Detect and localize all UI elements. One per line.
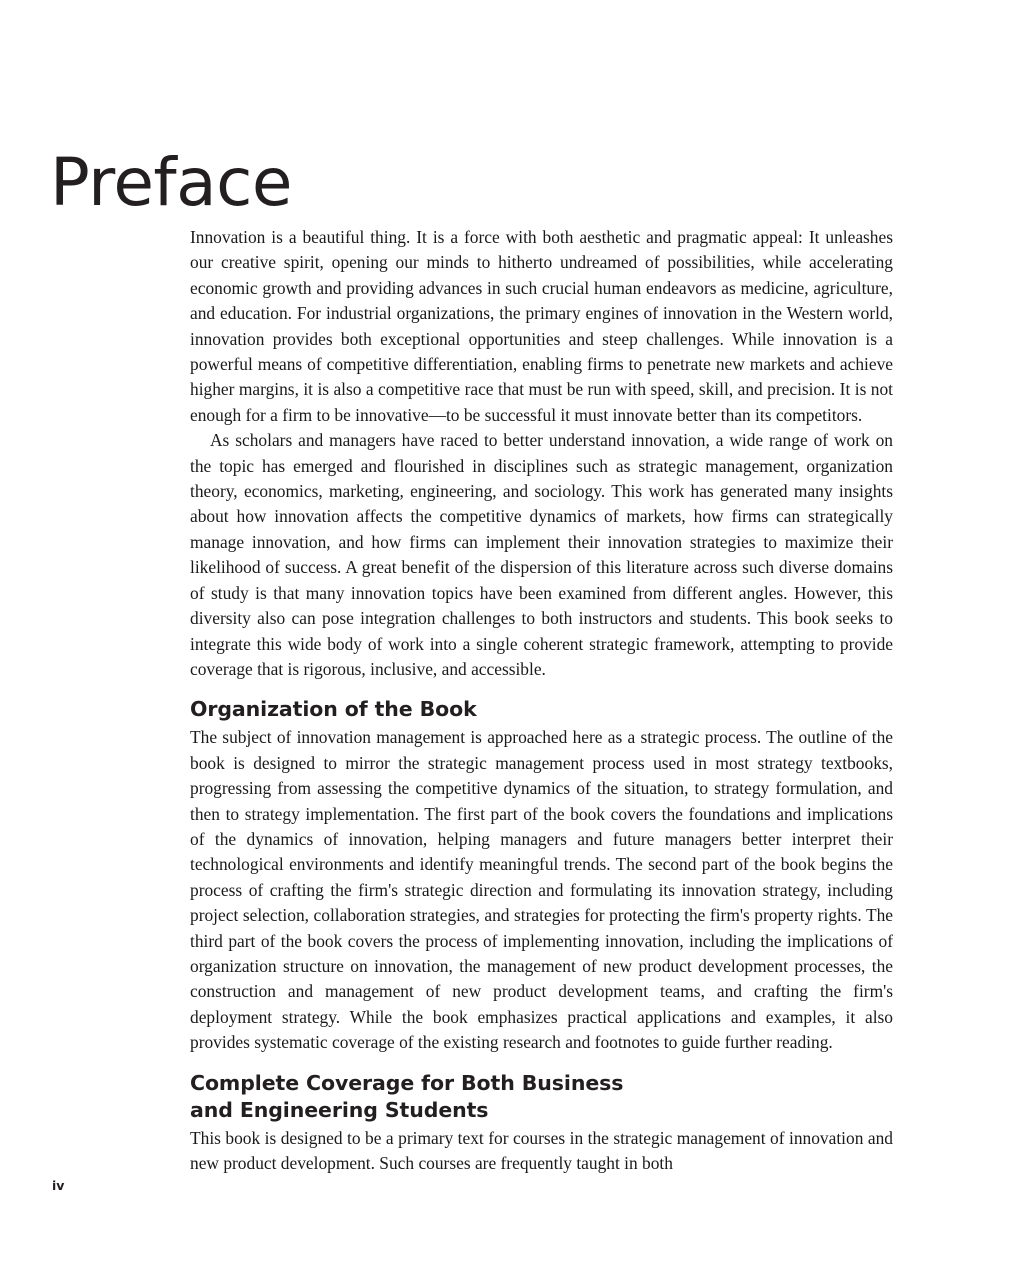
page-content <box>190 225 893 1176</box>
page-number: iv <box>52 1178 65 1193</box>
paragraph-scholars: As scholars and managers have raced to better understand innovation, a wide range of work on the topic has emerged and flourished in disciplines such as strategic management, organization theory, economics, marketing, engineering, and sociology. This work has generated many insights about how innovation affects the competitive dynamics of markets, how firms can strategically manage innovation, and how firms can implement their innovation strategies to maximize their likelihood of success. A great benefit of the dispersion of this literature across such diverse domains of study is that many innovation topics have been examined from different angles. However, this diversity also can pose integration challenges to both instructors and students. This book seeks to integrate this wide body of work into a single coherent strategic framework, attempting to provide coverage that is rigorous, inclusive, and accessible. <box>190 430 893 679</box>
section-heading-organization: Organization of the Book <box>190 697 477 722</box>
page-title: Preface <box>50 144 293 222</box>
section-heading-line-1: Complete Coverage for Both Business <box>190 1070 624 1095</box>
section-heading-complete-coverage <box>190 1070 893 1124</box>
section-heading-line-2: and Engineering Students <box>190 1097 489 1122</box>
paragraph-coverage-1: This book is designed to be a primary text for courses in the strategic management of innovation and new product development. Such courses are frequently taught in both <box>190 1127 893 1173</box>
paragraph-intro: Innovation is a beautiful thing. It is a force with both aesthetic and pragmatic appeal: It unleashes our creative spirit, opening our minds to hitherto undreamed of possibilities, while accelerating economic growth and providing advances in such crucial human endeavors as medicine, agriculture, and education. For industrial organizations, the primary engines of innovation in the Western world, innovation provides both exceptional opportunities and steep challenges. While innovation is a powerful means of competitive differentiation, enabling firms to penetrate new markets and achieve higher margins, it is also a competitive race that must be run with speed, skill, and precision. It is not enough for a firm to be innovative—to be successful it must innovate better than its competitors. <box>190 227 893 425</box>
paragraph-organization-1: The subject of innovation management is approached here as a strategic process. The outline of the book is designed to mirror the strategic management process used in most strategy textbooks, progressing from assessing the competitive dynamics of the situation, to strategy formulation, and then to strategy implementation. The first part of the book covers the foundations and implications of the dynamics of innovation, helping managers and future managers better interpret their technological environments and identify meaningful trends. The second part of the book begins the process of crafting the firm's strategic direction and formulating its innovation strategy, including project selection, collaboration strategies, and strategies for protecting the firm's property rights. The third part of the book covers the process of implementing innovation, including the implications of organization structure on innovation, the management of new product development processes, the construction and management of new product development teams, and crafting the firm's deployment strategy. While the book emphasizes practical applications and examples, it also provides systematic coverage of the existing research and footnotes to guide further reading. <box>190 727 893 1053</box>
